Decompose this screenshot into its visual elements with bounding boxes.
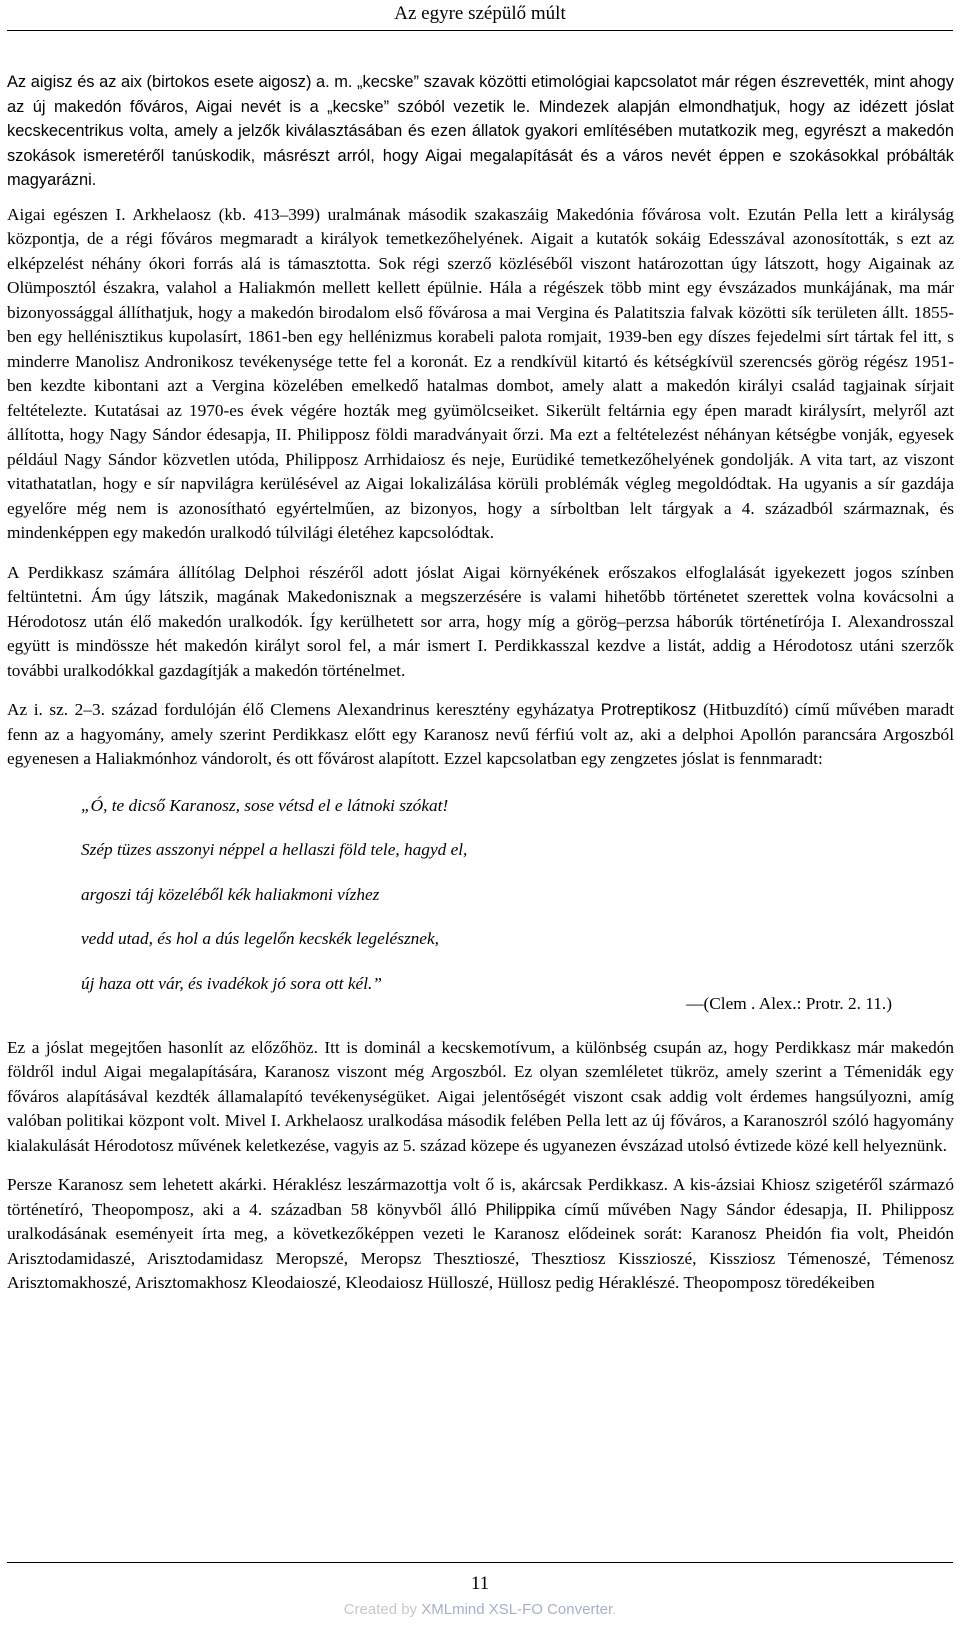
poem-line: vedd utad, és hol a dús legelőn kecskék legelésznek, bbox=[81, 929, 439, 948]
poem-line: új haza ott vár, és ivadékok jó sora ott kél.” bbox=[81, 973, 382, 993]
credit-suffix: . bbox=[612, 1601, 617, 1618]
paragraph-6-part-a: Persze Karanosz sem lehetett akárki. Héraklész leszármazottja volt ő is, akárcsak Perdikkasz. A kis-ázsiai Khiosz szigetéről származó történetíró, Theopomposz, aki a 4. században 58 könyvből álló bbox=[7, 1175, 954, 1219]
paragraph-4 bbox=[7, 698, 954, 772]
paragraph-1-part-b: Mindezek alapján elmondhatjuk, hogy az idézett jóslat kecskecentrikus volta, amely a jelzők kiválasztásában és ezen állatok gyakori említésében mutatkozik meg, egyrészt a makedón szokások ismeretéről tanúskodik, másrészt arról, hogy Aigai megalapítását és a város nevét éppen e szokásokkal próbálták magyarázni. bbox=[7, 97, 954, 189]
paragraph-1 bbox=[7, 70, 954, 193]
paragraph-4-part-b: (Hitbuzdító) című művében maradt fenn az a hagyomány, amely szerint Perdikkasz előtt egy Karanosz nevű férfiú volt az, aki a delphoi Apollón parancsára Argoszból egyenesen a Haliakmónhoz vándorolt, és ott fővárost alapított. Ezzel kapcsolatban egy zengzetes jóslat is fennmaradt: bbox=[7, 700, 955, 768]
paragraph-3: A Perdikkasz számára állítólag Delphoi részéről adott jóslat Aigai környékének erőszakos elfoglalását igyekezett jogos színben feltüntetni. Ám úgy látszik, magának Makedonisznak a megszerzésére is valami hihetőbb történetet szerettek volna kovácsolni a Hérodotosz után élő makedón uralkodók. Így kerülhetett sor arra, hogy míg a görög–perzsa háborúk történetírója I. Alexandrosszal együtt is mindössze hét makedón királyt sorol fel, a már ismert I. Perdikkasszal kezdve a listát, addig a Hérodotosz utáni szerzők további uralkodókkal gazdagítják a makedón történelmet. bbox=[7, 562, 954, 680]
poem-citation: —(Clem . Alex.: Protr. 2. 11.) bbox=[686, 993, 892, 1013]
paragraph-5: Ez a jóslat megejtően hasonlít az előzőhöz. Itt is dominál a kecskemotívum, a különbség csupán az, hogy Perdikkasz már makedón földről indul Aigai megalapítására, Karanosz viszont még Argoszból. Ez olyan szemléletet tükröz, amely szerint a Témenidák egy főváros alapításával kezdték államalapító tevékenységüket. Aigai jelentőségét viszont csak addig volt érdemes hangsúlyozni, amíg valóban politikai központ volt. Mivel I. Arkhelaosz uralkodása második felében Pella lett az új főváros, a Karanoszról szóló hagyomány kialakulását Hérodotosz művének keletkezése, vagyis az 5. század közepe és ugyanezen évszázad utolsó évtizede közé kell helyeznünk. bbox=[7, 1037, 954, 1155]
work-title-philippika: Philippika bbox=[485, 1200, 556, 1219]
running-header: Az egyre szépülő múlt bbox=[394, 3, 566, 24]
paragraph-6 bbox=[7, 1173, 954, 1296]
poem-line: argoszi táj közeléből kék haliakmoni vízhez bbox=[81, 884, 380, 904]
footer-rule bbox=[7, 1562, 953, 1563]
converter-credit bbox=[0, 1600, 960, 1620]
paragraph-1-part-a: Az aigisz és az aix (birtokos esete aigosz) a. m. „kecske” szavak közötti etimológiai kapcsolatot már régen észrevették, mint ahogy az új makedón főváros, Aigai nevét is a „kecske” szóból vezetik le. bbox=[7, 73, 954, 116]
paragraph-6-part-b: című művében Nagy Sándor édesapja, II. Philipposz uralkodásának eseményeit írta meg, a következőképpen vezeti le Karanosz elődeinek sorát: Karanosz Pheidón fia volt, Pheidón Arisztodamidaszé, Arisztodamidasz Meropszé, Meropsz Thesztioszé, Thesztiosz Kisszioszé, Kissziosz Témenoszé, Témenosz Arisztomakhoszé, Arisztomakhosz Kleodaioszé, Kleodaiosz Hülloszé, Hüllosz pedig Héraklészé. Theopomposz töredékeiben bbox=[7, 1199, 954, 1292]
poem-line: Szép tüzes asszonyi néppel a hellaszi föld tele, hagyd el, bbox=[81, 840, 468, 859]
oracle-poem bbox=[81, 794, 954, 996]
poem-line: „Ó, te dicső Karanosz, sose vétsd el e látnoki szókat! bbox=[81, 795, 449, 815]
paragraph-2: Aigai egészen I. Arkhelaosz (kb. 413–399) uralmának második szakaszáig Makedónia fővárosa volt. Ezután Pella lett a királyság központja, de a régi főváros megmaradt a királyok temetkezőhelyének. Aigait a kutatók sokáig Edesszával azonosították, s ezt az elképzelést néhány ókori forrás alá is támasztotta. Sok régi szerző közléséből viszont határozottan úgy látszott, hogy Aigainak az Olümposztól északra, valahol a Haliakmón mellett kellett épülnie. Hála a régészek több mint egy évszázados munkájának, ma már bizonyossággal állíthatjuk, hogy a makedón birodalom első fővárosa a mai Vergina és Palatitszia falvak közötti sík területen állt. 1855-ben egy hellénisztikus kupolasírt, 1861-ben egy hellénizmus korabeli palota romjait, 1939-ben egy díszes fejedelmi sírt tártak fel itt, s minderre Manolisz Andronikosz tevékenysége tette fel a koronát. Ez a rendkívül kitartó és kétségkívül szerencsés görög régész 1951-ben kezdte kibontani azt a Vergina közelében emelkedő hatalmas dombot, amely alatt a makedón királyi család tagjainak sírjait feltételezte. Kutatásai az 1970-es évek végére hozták meg gyümölcseiket. Sikerült feltárnia egy épen maradt királysírt, melyről azt állította, hogy Nagy Sándor édesapja, II. Philipposz földi maradványait őrzi. Ma ezt a feltételezést néhányan kétségbe vonják, egyesek például Nagy Sándor közvetlen utóda, Philipposz Arrhidaiosz és neje, Eurüdiké temetkezőhelyének gondolják. A vita tart, az viszont vitathatatlan, hogy e sír napvilágra kerülésével az Aigai lokalizálása körüli problémák végleg megoldódtak. Ha ugyanis a sír gazdája egyelőre még nem is azonosítható egyértelműen, az bizonyos, hogy a sírboltban lelt tárgyak a 4. századból származnak, és mindenképpen egy makedón uralkodó túlvilági életéhez kapcsolódtak. bbox=[7, 204, 954, 542]
credit-product-link[interactable]: XMLmind XSL-FO Converter bbox=[421, 1601, 613, 1618]
paragraph-4-part-a: Az i. sz. 2–3. század fordulóján élő Clemens Alexandrinus keresztény egyházatya bbox=[7, 700, 601, 719]
page-number: 11 bbox=[470, 1573, 490, 1594]
credit-prefix: Created by bbox=[343, 1601, 422, 1618]
work-title-protreptikosz: Protreptikosz bbox=[600, 701, 697, 719]
header-rule bbox=[7, 30, 953, 31]
page-body bbox=[7, 70, 954, 1296]
